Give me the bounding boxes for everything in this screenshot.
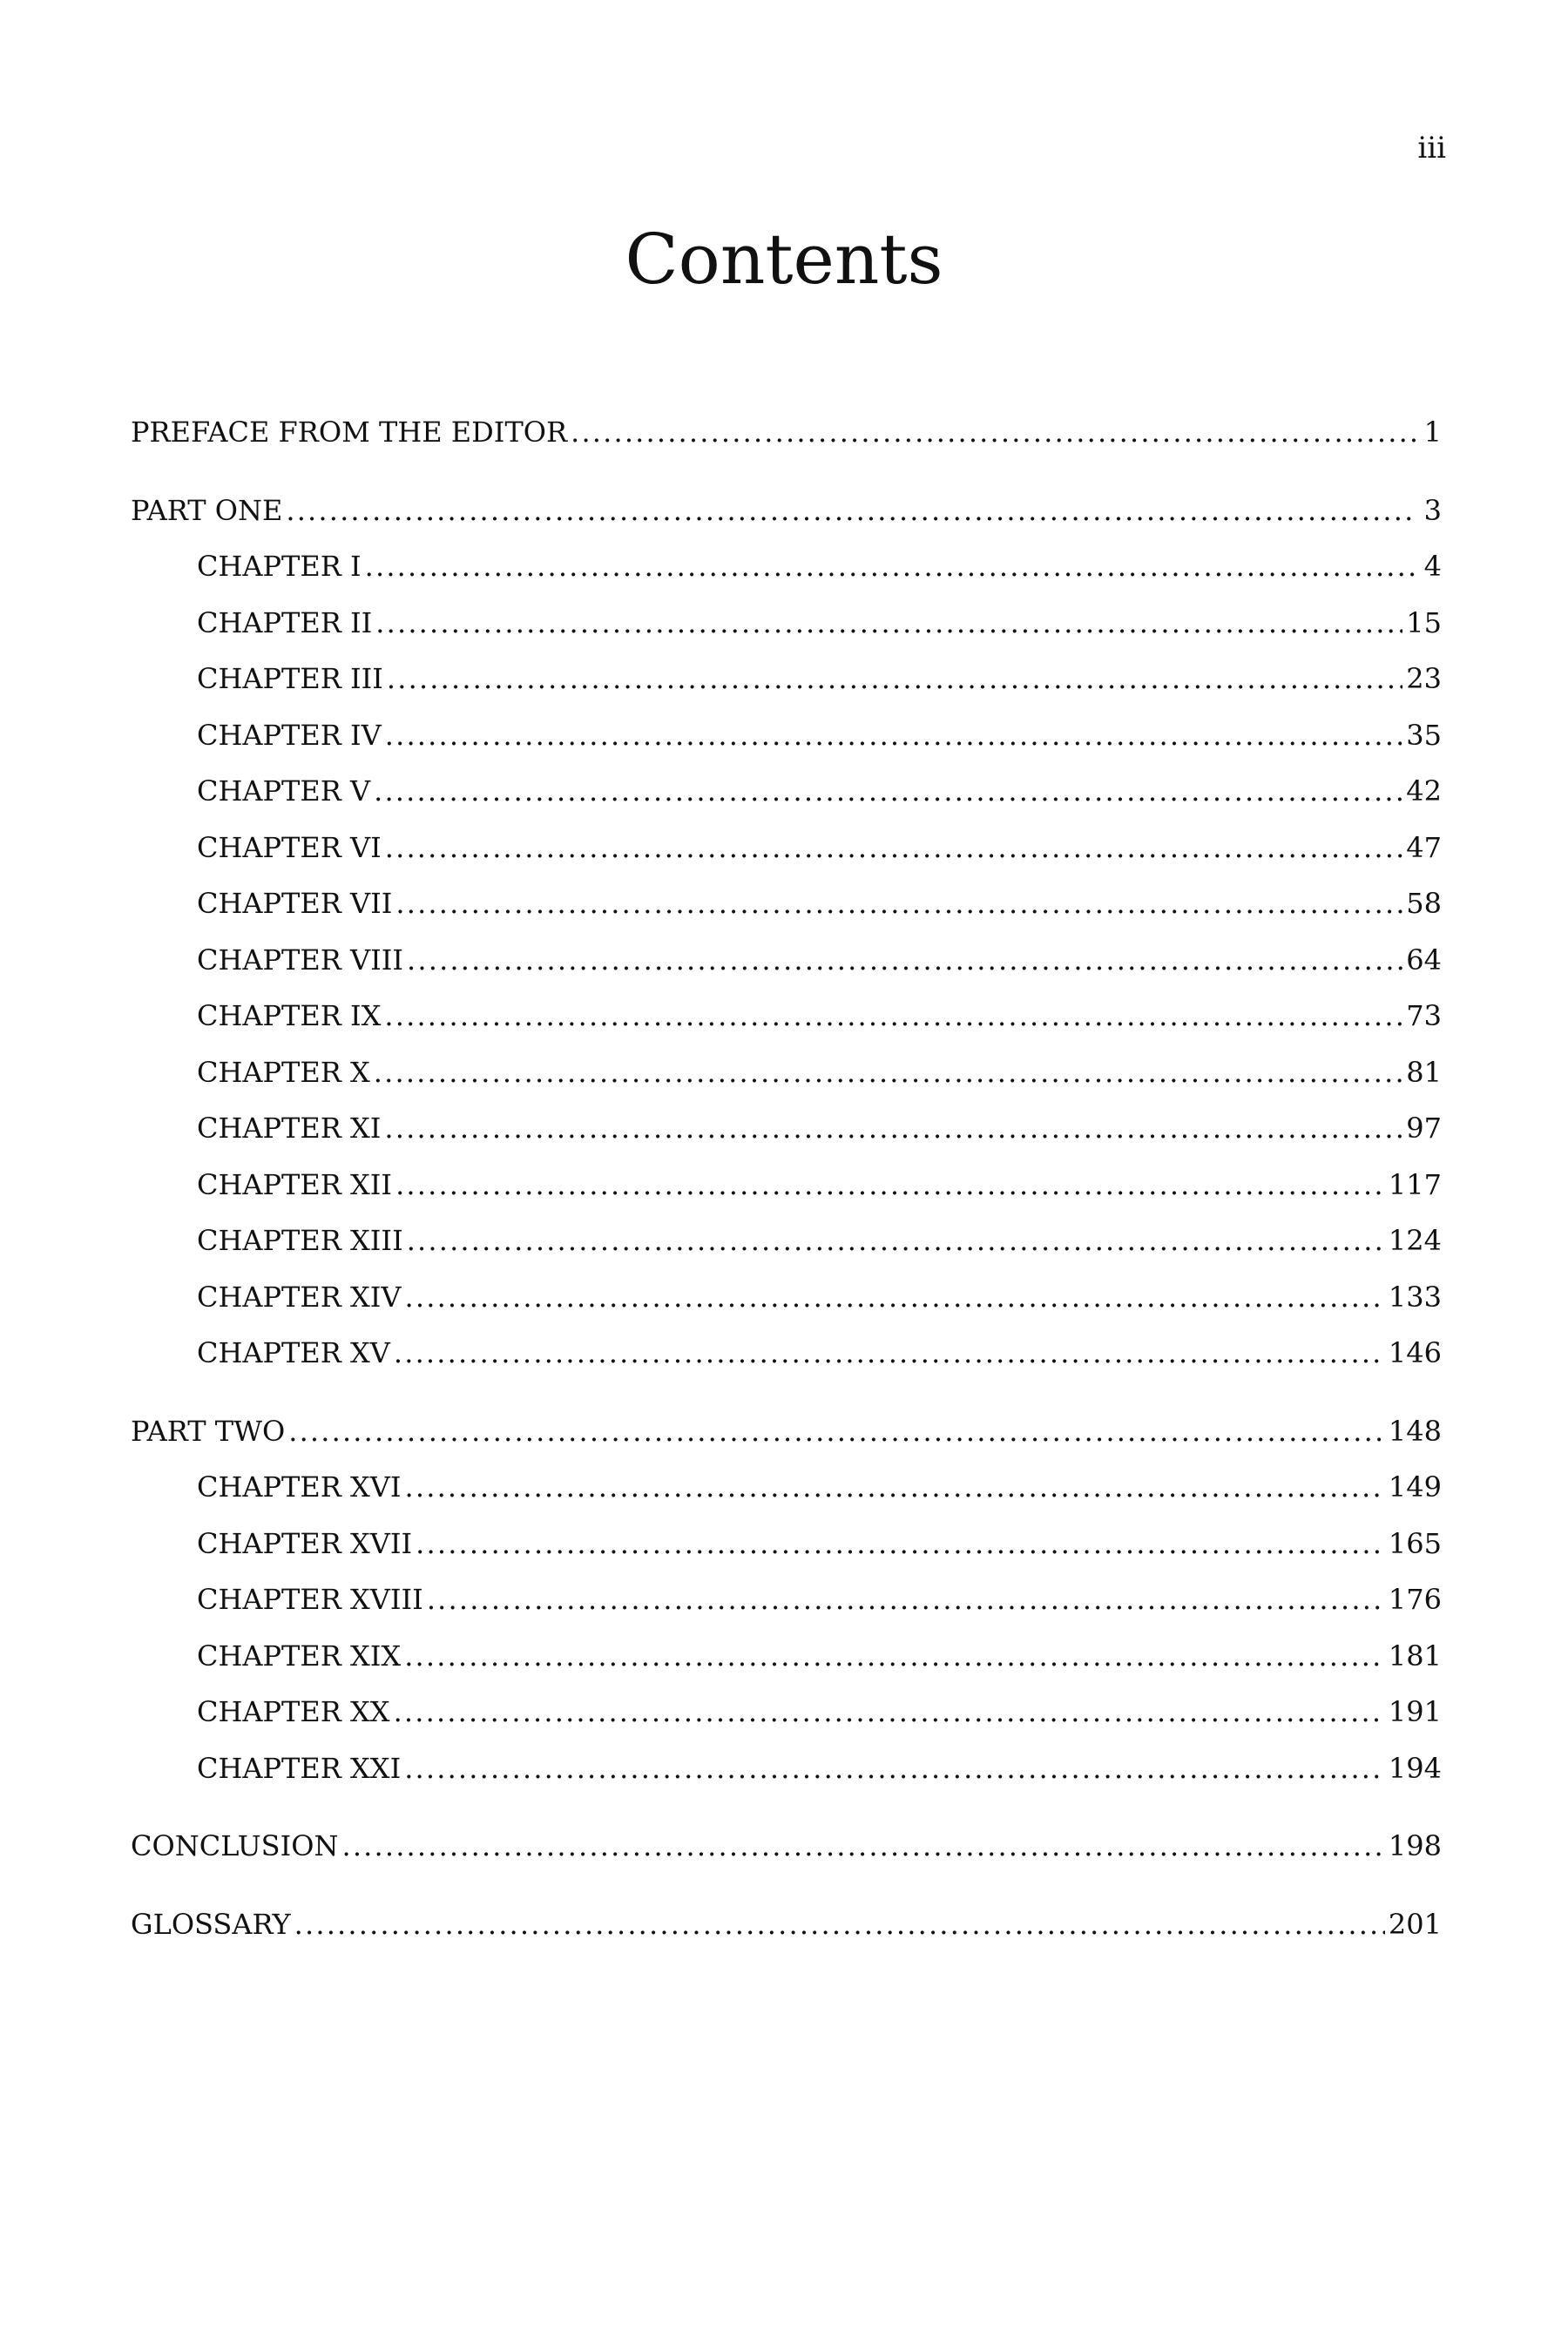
toc-entry-label: CHAPTER IV <box>197 718 382 752</box>
toc-entry-chapter-20[interactable] <box>131 1694 1442 1751</box>
toc-entry-chapter-10[interactable] <box>131 1055 1442 1112</box>
toc-entry-label: GLOSSARY <box>131 1907 291 1941</box>
toc-entry-page: 42 <box>1406 774 1442 808</box>
toc-entry-chapter-6[interactable] <box>131 830 1442 887</box>
toc-entry-label: CHAPTER XXI <box>197 1751 402 1785</box>
dot-leader <box>375 605 1402 640</box>
dot-leader <box>374 774 1402 808</box>
toc-entry-chapter-16[interactable] <box>131 1470 1442 1526</box>
toc-entry-page: 201 <box>1388 1907 1442 1941</box>
toc-entry-page: 73 <box>1406 999 1442 1032</box>
dot-leader <box>395 886 1402 921</box>
toc-entry-page: 181 <box>1388 1639 1442 1673</box>
toc-entry-chapter-12[interactable] <box>131 1167 1442 1224</box>
toc-entry-label: CHAPTER XIII <box>197 1224 403 1257</box>
dot-leader <box>387 661 1402 696</box>
dot-leader <box>405 1280 1385 1315</box>
dot-leader <box>385 830 1403 865</box>
toc-entry-label: CHAPTER V <box>197 774 371 808</box>
toc-entry-page: 149 <box>1388 1470 1442 1504</box>
toc-entry-label: PART ONE <box>131 493 283 527</box>
toc-entry-label: CONCLUSION <box>131 1829 339 1862</box>
toc-entry-chapter-11[interactable] <box>131 1111 1442 1167</box>
dot-leader <box>294 1907 1385 1942</box>
toc-entry-label: CHAPTER XVI <box>197 1470 402 1504</box>
toc-entry-page: 35 <box>1406 718 1442 752</box>
toc-entry-page: 58 <box>1406 887 1442 920</box>
toc-entry-page: 3 <box>1423 493 1442 527</box>
toc-entry-page: 117 <box>1388 1167 1442 1201</box>
toc-entry-chapter-2[interactable] <box>131 605 1442 662</box>
dot-leader <box>407 943 1402 977</box>
toc-entry-chapter-8[interactable] <box>131 943 1442 999</box>
toc-entry-label: CHAPTER XV <box>197 1336 390 1369</box>
toc-entry-part-one[interactable] <box>131 493 1442 550</box>
toc-entry-label: PART TWO <box>131 1414 286 1448</box>
dot-leader <box>384 1111 1402 1146</box>
toc-entry-chapter-19[interactable] <box>131 1639 1442 1695</box>
toc-entry-chapter-7[interactable] <box>131 886 1442 943</box>
toc-entry-label: CHAPTER VI <box>197 830 382 864</box>
toc-entry-page: 23 <box>1406 662 1442 695</box>
toc-entry-page: 1 <box>1423 416 1442 449</box>
dot-leader <box>394 1694 1385 1729</box>
toc-entry-label: CHAPTER III <box>197 662 383 695</box>
dot-leader <box>288 1414 1385 1449</box>
toc-entry-chapter-3[interactable] <box>131 661 1442 718</box>
dot-leader <box>395 1167 1385 1202</box>
toc-entry-chapter-9[interactable] <box>131 998 1442 1055</box>
toc-entry-chapter-13[interactable] <box>131 1223 1442 1280</box>
dot-leader <box>394 1335 1385 1370</box>
toc-entry-label: CHAPTER XIV <box>197 1280 402 1314</box>
toc-entry-page: 146 <box>1388 1336 1442 1369</box>
toc-entry-chapter-21[interactable] <box>131 1751 1442 1808</box>
toc-entry-label: CHAPTER VIII <box>197 943 404 977</box>
dot-leader <box>405 1470 1385 1504</box>
toc-entry-label: CHAPTER VII <box>197 887 393 920</box>
toc-entry-chapter-18[interactable] <box>131 1582 1442 1639</box>
toc-entry-part-two[interactable] <box>131 1414 1442 1470</box>
dot-leader <box>404 1639 1385 1673</box>
toc-entry-page: 133 <box>1388 1280 1442 1314</box>
toc-entry-chapter-15[interactable] <box>131 1335 1442 1392</box>
toc-entry-chapter-1[interactable] <box>131 549 1442 605</box>
dot-leader <box>384 998 1402 1033</box>
toc-entry-label: CHAPTER XIX <box>197 1639 402 1673</box>
dot-leader <box>407 1223 1385 1258</box>
toc-entry-page: 47 <box>1406 830 1442 864</box>
toc-entry-label: CHAPTER IX <box>197 999 382 1032</box>
toc-entry-page: 15 <box>1406 605 1442 639</box>
dot-leader <box>427 1582 1385 1617</box>
dot-leader <box>374 1055 1403 1090</box>
dot-leader <box>385 718 1403 753</box>
toc-entry-label: CHAPTER XVIII <box>197 1583 423 1616</box>
toc-entry-chapter-14[interactable] <box>131 1280 1442 1336</box>
page-number: iii <box>1417 131 1446 166</box>
table-of-contents <box>131 415 1442 1963</box>
toc-entry-label: CHAPTER XII <box>197 1167 393 1201</box>
dot-leader <box>341 1828 1384 1863</box>
toc-entry-label: CHAPTER X <box>197 1055 370 1089</box>
toc-entry-page: 194 <box>1388 1751 1442 1785</box>
toc-entry-page: 124 <box>1388 1224 1442 1257</box>
toc-entry-label: CHAPTER I <box>197 550 362 583</box>
toc-entry-page: 97 <box>1406 1112 1442 1145</box>
toc-entry-page: 165 <box>1388 1526 1442 1560</box>
toc-entry-page: 81 <box>1406 1055 1442 1089</box>
toc-entry-label: CHAPTER XX <box>197 1695 390 1728</box>
dot-leader <box>286 493 1417 528</box>
dot-leader <box>571 415 1417 449</box>
toc-entry-page: 191 <box>1388 1695 1442 1728</box>
toc-entry-chapter-5[interactable] <box>131 774 1442 830</box>
toc-entry-page: 148 <box>1388 1414 1442 1448</box>
dot-leader <box>404 1751 1385 1786</box>
toc-entry-page: 64 <box>1406 943 1442 977</box>
toc-entry-chapter-17[interactable] <box>131 1526 1442 1583</box>
toc-entry-label: CHAPTER II <box>197 605 373 639</box>
toc-entry-preface[interactable] <box>131 415 1442 471</box>
toc-entry-glossary[interactable] <box>131 1907 1442 1963</box>
toc-entry-page: 176 <box>1388 1583 1442 1616</box>
toc-entry-page: 4 <box>1423 550 1442 583</box>
page-title: Contents <box>625 219 943 300</box>
dot-leader <box>365 549 1417 584</box>
dot-leader <box>416 1526 1385 1561</box>
toc-entry-page: 198 <box>1388 1829 1442 1862</box>
toc-entry-label: PREFACE FROM THE EDITOR <box>131 416 568 449</box>
toc-entry-chapter-4[interactable] <box>131 718 1442 774</box>
toc-entry-label: CHAPTER XVII <box>197 1526 413 1560</box>
toc-entry-label: CHAPTER XI <box>197 1112 382 1145</box>
toc-entry-conclusion[interactable] <box>131 1828 1442 1885</box>
